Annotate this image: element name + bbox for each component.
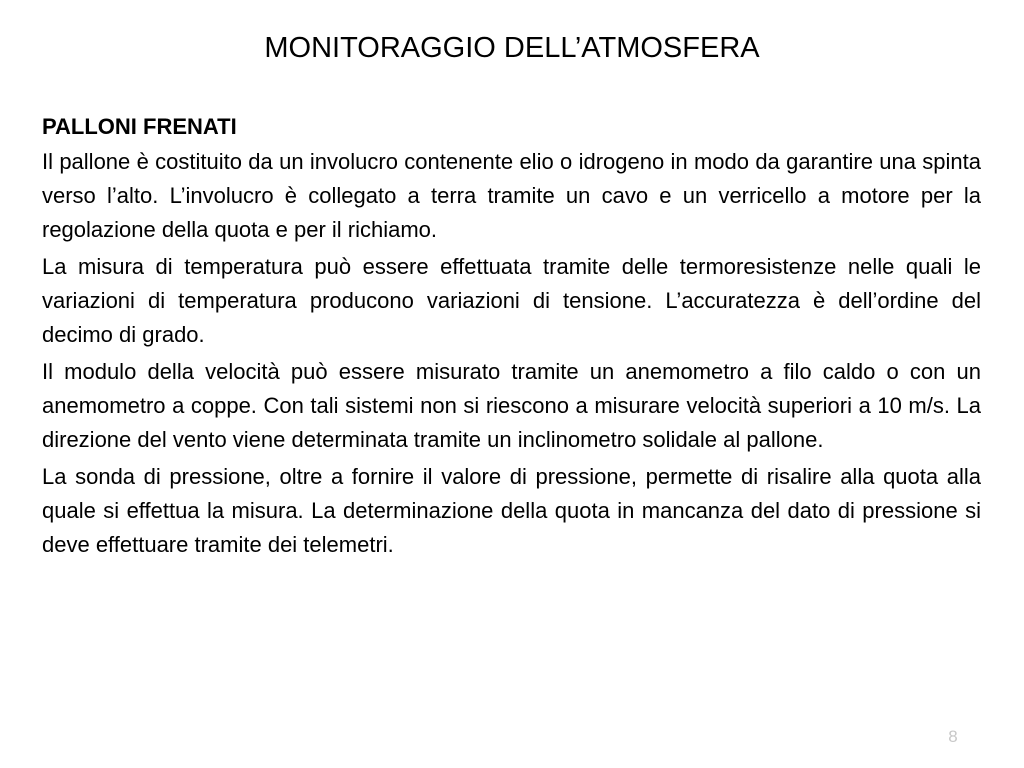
slide-title: MONITORAGGIO DELL’ATMOSFERA	[264, 32, 760, 64]
paragraph-temperature-measurement: La misura di temperatura può essere effettuata tramite delle termoresistenze nelle quali le variazioni di temperatura producono variazioni di tensione. L’accuratezza è dell’ordine del decimo di grado.	[42, 254, 981, 347]
page-number: 8	[948, 727, 958, 746]
paragraph-pressure-measurement: La sonda di pressione, oltre a fornire il valore di pressione, permette di risalire alla quota alla quale si effettua la misura. La determinazione della quota in mancanza del dato di pressione si deve effettuare tramite dei telemetri.	[42, 464, 981, 557]
paragraph-wind-measurement: Il modulo della velocità può essere misurato tramite un anemometro a filo caldo o con un anemometro a coppe. Con tali sistemi non si riescono a misurare velocità superiori a 10 m/s. La direzione del vento viene determinata tramite un inclinometro solidale al pallone.	[42, 359, 981, 452]
section-heading: PALLONI FRENATI	[42, 114, 237, 139]
paragraph-balloon-description: Il pallone è costituito da un involucro contenente elio o idrogeno in modo da garantire una spinta verso l’alto. L’involucro è collegato a terra tramite un cavo e un verricello a motore per la regolazione della quota e per il richiamo.	[42, 149, 981, 242]
slide-body	[42, 110, 981, 565]
